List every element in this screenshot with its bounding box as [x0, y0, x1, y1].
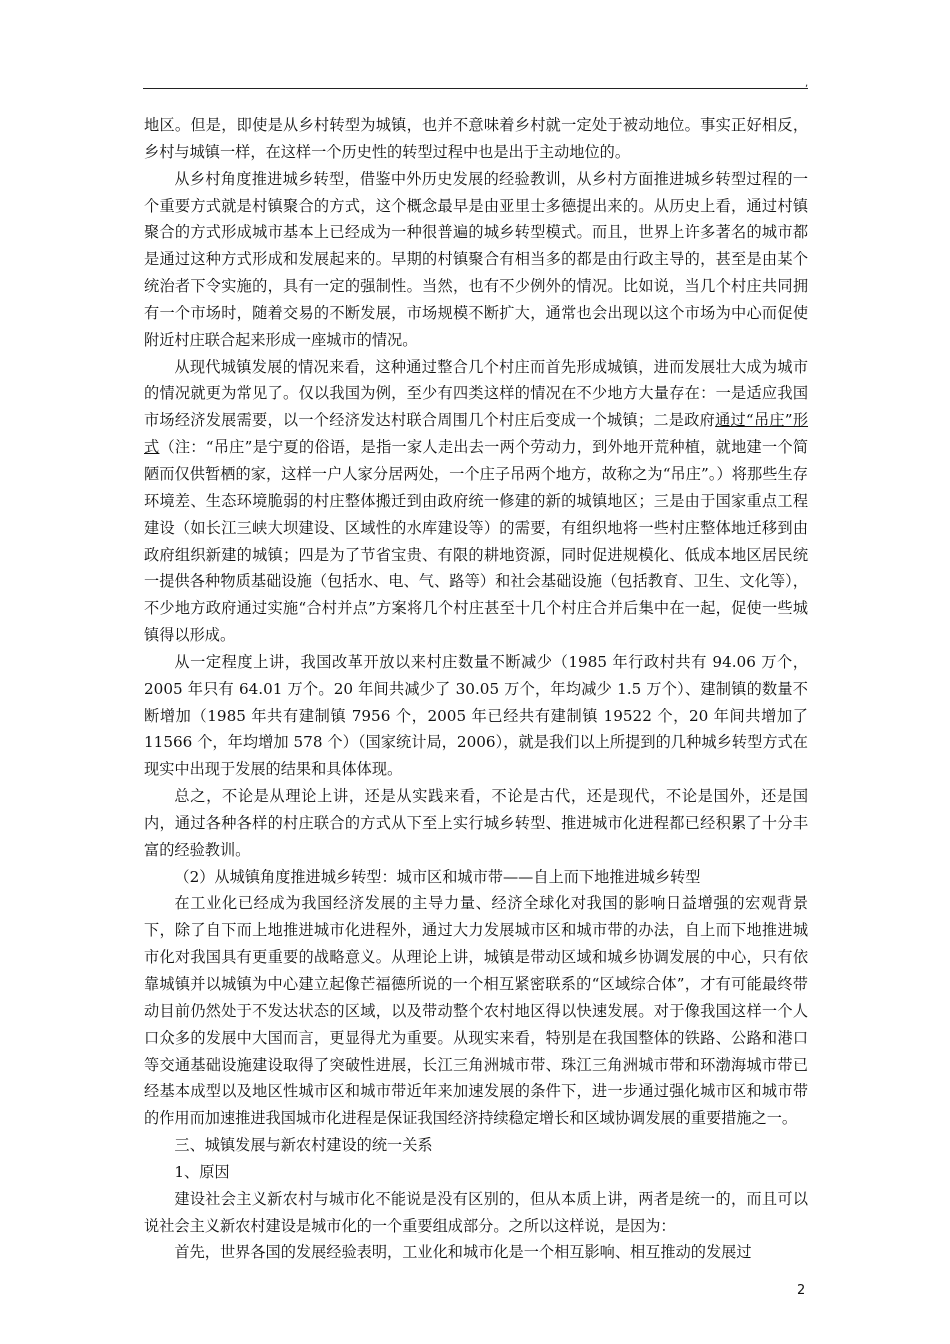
section-heading: 三、城镇发展与新农村建设的统一关系: [174, 1136, 433, 1155]
document-body: [144, 112, 808, 1266]
paragraph-text: （注：“吊庄”是宁夏的俗语，是指一家人走出去一两个劳动力，到外地开荒种植，就地建一个简陋而仅供暂栖的家，这样一户人家分居两处，一个庄子吊两个地方，故称之为“吊庄”。）将那些生存环境差、生态环境脆弱的村庄整体搬迁到由政府统一修建的新的城镇地区；三是由于国家重点工程建设（如长江三峡大坝建设、区域性的水库建设等）的需要，有组织地将一些村庄整体地迁移到由政府组织新建的城镇；四是为了节省宝贵、有限的耕地资源，同时促进规模化、低成本地区居民统一提供各种物质基础设施（包括水、电、气、路等）和社会基础设施（包括教育、卫生、文化等），不少地方政府通过实施“合村并点”方案将几个村庄甚至十几个村庄合并后集中在一起，促使一些城镇得以形成。: [144, 438, 809, 645]
paragraph: 首先，世界各国的发展经验表明，工业化和城市化是一个相互影响、相互推动的发展过: [174, 1243, 752, 1262]
paragraph: 在工业化已经成为我国经济发展的主导力量、经济全球化对我国的影响日益增强的宏观背景下，除了自下而上地推进城市化进程外，通过大力发展城市区和城市带的办法，自上而下地推进城市化对我国具有更重要的战略意义。从理论上讲，城镇是带动区域和城乡协调发展的中心，只有依靠城镇并以城镇为中心建立起像芒福德所说的一个相互紧密联系的“区域综合体”，才有可能最终带动目前仍然处于不发达状态的区域，以及带动整个农村地区得以快速发展。对于像我国这样一个人口众多的发展中大国而言，更显得尤为重要。从现实来看，特别是在我国整体的铁路、公路和港口等交通基础设施建设取得了突破性进展，长江三角洲城市带、珠江三角洲城市带和环渤海城市带已经基本成型以及地区性城市区和城市带近年来加速发展的条件下，进一步通过强化城市区和城市带的作用而加速推进我国城市化进程是保证我国经济持续稳定增长和区域协调发展的重要措施之一。: [144, 894, 808, 1128]
header-mark: ,: [805, 78, 809, 89]
section-heading: （2）从城镇角度推进城乡转型：城市区和城市带——自上而下地推进城乡转型: [174, 867, 701, 886]
paragraph: 地区。但是，即使是从乡村转型为城镇，也并不意味着乡村就一定处于被动地位。事实正好相反，乡村与城镇一样，在这样一个历史性的转型过程中也是出于主动地位的。: [144, 116, 808, 161]
page-number: 2: [797, 1283, 806, 1298]
paragraph-text: 从现代城镇发展的情况来看，这种通过整合几个村庄而首先形成城镇，进而发展壮大成为城市的情况就更为常见了。仅以我国为例，至少有四类这样的情况在不少地方大量存在：一是适应我国市场经济发展需要，以一个经济发达村联合周围几个村庄后变成一个城镇；二是政府: [144, 357, 808, 430]
subsection-heading: 1、原因: [174, 1162, 230, 1181]
paragraph: 总之，不论是从理论上讲，还是从实践来看，不论是古代，还是现代，不论是国外，还是国内，通过各种各样的村庄联合的方式从下至上实行城乡转型、推进城市化进程都已经积累了十分丰富的经验教训。: [144, 787, 808, 859]
header-rule: [143, 88, 808, 89]
paragraph: 从乡村角度推进城乡转型，借鉴中外历史发展的经验教训，从乡村方面推进城乡转型过程的一个重要方式就是村镇聚合的方式，这个概念最早是由亚里士多德提出来的。从历史上看，通过村镇聚合的方式形成城市基本上已经成为一种很普遍的城乡转型模式。而且，世界上许多著名的城市都是通过这种方式形成和发展起来的。早期的村镇聚合有相当多的都是由行政主导的，甚至是由某个统治者下令实施的，具有一定的强制性。当然，也有不少例外的情况。比如说，当几个村庄共同拥有一个市场时，随着交易的不断发展，市场规模不断扩大，通常也会出现以这个市场为中心而促使附近村庄联合起来形成一座城市的情况。: [144, 169, 808, 349]
paragraph: [144, 354, 808, 649]
underlined-text: 通过“吊庄”形式: [144, 411, 809, 457]
paragraph: 从一定程度上讲，我国改革开放以来村庄数量不断减少（1985 年行政村共有 94.06 万个，2005 年只有 64.01 万个。20 年间共减少了 30.05 万个，年均减少 1.5 万个）、建制镇的数量不断增加（1985 年共有建制镇 7956 个，2005 年已经共有建制镇 19522 个，20 年间共增加了 11566 个，年均增加 578 个）（国家统计局，2006），就是我们以上所提到的几种城乡转型方式在现实中出现于发展的结果和具体体现。: [144, 652, 808, 779]
paragraph: 建设社会主义新农村与城市化不能说是没有区别的，但从本质上讲，两者是统一的，而且可以说社会主义新农村建设是城市化的一个重要组成部分。之所以这样说，是因为：: [144, 1189, 808, 1235]
